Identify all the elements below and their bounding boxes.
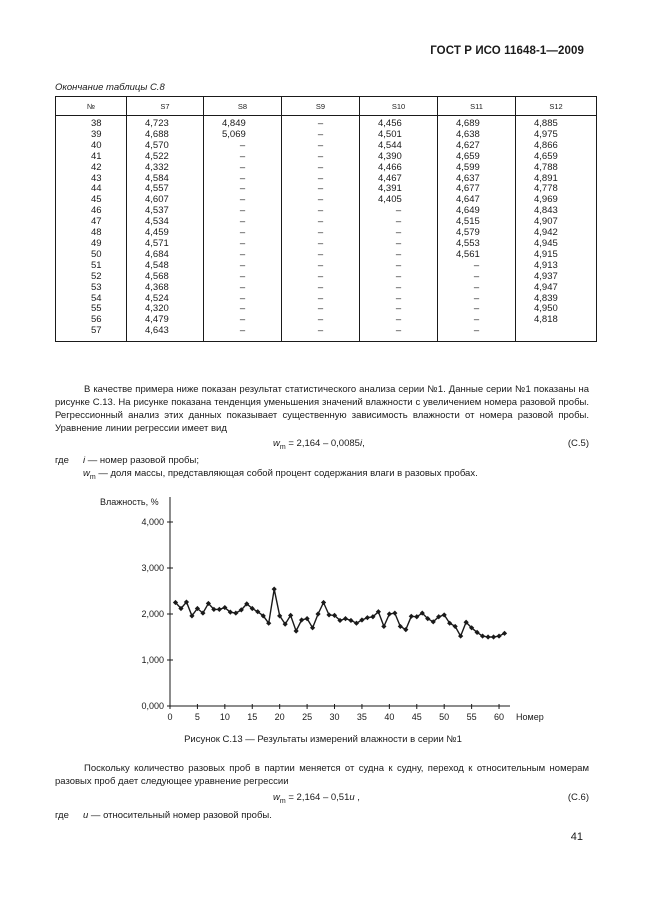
- table-cell: 42: [56, 163, 127, 174]
- table-cell: –: [282, 163, 360, 174]
- table-cell: 51: [56, 261, 127, 272]
- x-tick-label: 15: [247, 712, 258, 722]
- table-cell: 4,788: [516, 163, 597, 174]
- paragraph-relative-numbers: Поскольку количество разовых проб в партии меняется от судна к судну, переход к относительным номерам разовых проб дает следующее уравнение регрессии: [55, 763, 589, 787]
- table-cell: –: [204, 272, 282, 283]
- table-row: [56, 283, 597, 294]
- table-cell: 44: [56, 184, 127, 195]
- x-tick-label: 0: [167, 712, 173, 722]
- formula-sub: m: [279, 443, 286, 451]
- where-text-i: — номер разовой пробы;: [85, 455, 199, 466]
- table-cell: 46: [56, 206, 127, 217]
- table-cell: 49: [56, 239, 127, 250]
- data-point: [491, 634, 496, 639]
- table-cell: –: [360, 228, 438, 239]
- table-cell: 57: [56, 326, 127, 341]
- table-cell: 39: [56, 130, 127, 141]
- table-cell: 4,969: [516, 195, 597, 206]
- table-cell: –: [360, 217, 438, 228]
- table-row: [56, 250, 597, 261]
- table-cell: 4,524: [127, 294, 204, 305]
- table-cell: 4,548: [127, 261, 204, 272]
- table-cell: –: [438, 326, 516, 341]
- table-cell: 4,544: [360, 141, 438, 152]
- data-point: [217, 607, 222, 612]
- table-row: [56, 217, 597, 228]
- table-cell: 4,584: [127, 174, 204, 185]
- table-cell: –: [360, 304, 438, 315]
- paragraph-analysis: В качестве примера ниже показан результат статистического анализа серии №1. Данные серии №1 показаны на рисунке С.13. На рисунке показана тенденция уменьшения значений влажности с увеличением номера разовой пробы. Регрессионный анализ этих данных показывает существенную зависимость влажности от номера разовой пробы. Уравнение линии регрессии имеет вид: [55, 384, 589, 434]
- table-cell: 55: [56, 304, 127, 315]
- table-cell: –: [282, 261, 360, 272]
- table-cell: –: [360, 326, 438, 341]
- table-cell: –: [438, 304, 516, 315]
- where-line-3: [55, 809, 272, 822]
- table-cell: 5,069: [204, 130, 282, 141]
- where-text-w: — доля массы, представляющая собой процент содержания влаги в разовых пробах.: [95, 468, 478, 479]
- table-cell: 53: [56, 283, 127, 294]
- table-cell: –: [282, 174, 360, 185]
- y-axis-label: Влажность, %: [100, 497, 159, 507]
- table-cell: 38: [56, 116, 127, 130]
- column-header: S12: [516, 97, 597, 116]
- table-cell: –: [282, 326, 360, 341]
- data-point: [326, 612, 331, 617]
- y-tick-label: 4,000: [141, 517, 164, 527]
- table-cell: 4,607: [127, 195, 204, 206]
- formula-c5-expression: [273, 438, 365, 451]
- where-symbol-u: u: [83, 810, 89, 821]
- table-cell: –: [204, 163, 282, 174]
- table-cell: –: [204, 283, 282, 294]
- table-cell: 4,579: [438, 228, 516, 239]
- table-cell: 41: [56, 152, 127, 163]
- table-cell: –: [204, 304, 282, 315]
- table-cell: 4,368: [127, 283, 204, 294]
- column-header: S8: [204, 97, 282, 116]
- table-cell: 4,945: [516, 239, 597, 250]
- data-point: [496, 633, 501, 638]
- table-cell: 4,937: [516, 272, 597, 283]
- where-symbol-i: i: [83, 455, 86, 466]
- table-cell: 4,950: [516, 304, 597, 315]
- where-label: где: [55, 455, 69, 466]
- table-cell: –: [204, 261, 282, 272]
- equation-number-c5: (С.5): [567, 438, 589, 449]
- table-cell: –: [204, 152, 282, 163]
- table-cell: 40: [56, 141, 127, 152]
- table-cell: –: [438, 283, 516, 294]
- where-line-2: [83, 467, 478, 484]
- data-point: [321, 600, 326, 605]
- table-cell: –: [204, 174, 282, 185]
- table-caption: Окончание таблицы С.8: [55, 82, 165, 93]
- table-header-row: [56, 97, 597, 116]
- table-cell: –: [282, 304, 360, 315]
- table-cell: 4,915: [516, 250, 597, 261]
- table-row: [56, 239, 597, 250]
- data-point: [387, 611, 392, 616]
- table-cell: 4,537: [127, 206, 204, 217]
- table-cell: –: [282, 195, 360, 206]
- table-cell: –: [282, 152, 360, 163]
- table-cell: 4,456: [360, 116, 438, 130]
- table-cell: –: [360, 315, 438, 326]
- table-row: [56, 174, 597, 185]
- table-cell: –: [282, 315, 360, 326]
- table-cell: –: [360, 206, 438, 217]
- data-point: [365, 615, 370, 620]
- table-cell: 4,467: [360, 174, 438, 185]
- table-cell: 4,522: [127, 152, 204, 163]
- table-cell: 4,689: [438, 116, 516, 130]
- formula2-var: w: [273, 792, 280, 803]
- table-cell: 4,405: [360, 195, 438, 206]
- data-point: [315, 611, 320, 616]
- y-tick-label: 0,000: [141, 701, 164, 711]
- table-cell: 4,627: [438, 141, 516, 152]
- table-cell: 4,643: [127, 326, 204, 341]
- table-row: [56, 206, 597, 217]
- table-cell: 4,638: [438, 130, 516, 141]
- table-cell: –: [438, 294, 516, 305]
- column-header: S7: [127, 97, 204, 116]
- table-cell: –: [360, 272, 438, 283]
- table-cell: 4,975: [516, 130, 597, 141]
- column-header: S10: [360, 97, 438, 116]
- table-cell: 4,839: [516, 294, 597, 305]
- table-cell: –: [282, 184, 360, 195]
- table-row: [56, 195, 597, 206]
- table-cell: –: [282, 283, 360, 294]
- x-axis-label: Номер: [516, 712, 544, 722]
- data-point: [343, 616, 348, 621]
- data-point: [409, 614, 414, 619]
- table-cell: 4,647: [438, 195, 516, 206]
- column-header: №: [56, 97, 127, 116]
- table-cell: –: [360, 294, 438, 305]
- table-cell: –: [282, 272, 360, 283]
- equation-number-c6: (С.6): [567, 792, 589, 803]
- table-cell: 4,534: [127, 217, 204, 228]
- where-label-2: где: [55, 810, 69, 821]
- data-point: [392, 610, 397, 615]
- table-cell: 4,677: [438, 184, 516, 195]
- table-cell: –: [438, 315, 516, 326]
- table-cell: –: [204, 315, 282, 326]
- table-row: [56, 130, 597, 141]
- where-symbol-sub: m: [89, 473, 96, 481]
- x-tick-label: 20: [274, 712, 285, 722]
- table-cell: –: [282, 206, 360, 217]
- formula-tail: i: [359, 438, 363, 449]
- table-cell: 43: [56, 174, 127, 185]
- data-table: [55, 96, 597, 342]
- data-point: [299, 617, 304, 622]
- table-cell: –: [204, 206, 282, 217]
- table-row: [56, 163, 597, 174]
- table-row: [56, 141, 597, 152]
- table-cell: 4,818: [516, 315, 597, 326]
- table-cell: 4,390: [360, 152, 438, 163]
- where-symbol-w: w: [83, 468, 90, 479]
- x-tick-label: 55: [466, 712, 477, 722]
- where-text-u: — относительный номер разовой пробы.: [88, 810, 272, 821]
- formula2-sub: m: [279, 797, 286, 805]
- formula2-end: ,: [354, 792, 360, 803]
- table-cell: –: [360, 261, 438, 272]
- data-point: [348, 618, 353, 623]
- table-cell: –: [282, 217, 360, 228]
- table-row: [56, 315, 597, 326]
- table-cell: 48: [56, 228, 127, 239]
- table-cell: –: [282, 239, 360, 250]
- table-cell: –: [204, 217, 282, 228]
- table-cell: 4,688: [127, 130, 204, 141]
- table-cell: –: [204, 195, 282, 206]
- table-cell: 4,843: [516, 206, 597, 217]
- table-cell: –: [282, 294, 360, 305]
- table-cell: 4,466: [360, 163, 438, 174]
- x-tick-label: 45: [411, 712, 422, 722]
- table-row: [56, 184, 597, 195]
- table-cell: 4,637: [438, 174, 516, 185]
- column-header: S11: [438, 97, 516, 116]
- table-cell: 4,332: [127, 163, 204, 174]
- table-cell: 4,479: [127, 315, 204, 326]
- formula-var: w: [273, 438, 280, 449]
- x-tick-label: 5: [194, 712, 200, 722]
- x-tick-label: 40: [384, 712, 395, 722]
- table-cell: 47: [56, 217, 127, 228]
- table-cell: –: [282, 250, 360, 261]
- formula-c5: [55, 438, 589, 452]
- table-cell: 4,907: [516, 217, 597, 228]
- document-header: ГОСТ Р ИСО 11648-1—2009: [430, 45, 584, 57]
- moisture-chart: [92, 493, 562, 728]
- table-cell: 4,684: [127, 250, 204, 261]
- table-row: [56, 261, 597, 272]
- page-number: 41: [570, 831, 583, 843]
- table-cell: 4,723: [127, 116, 204, 130]
- table-cell: 4,391: [360, 184, 438, 195]
- table-cell: 4,885: [516, 116, 597, 130]
- column-header: S9: [282, 97, 360, 116]
- x-tick-label: 35: [356, 712, 367, 722]
- table-cell: 4,568: [127, 272, 204, 283]
- table-cell: 54: [56, 294, 127, 305]
- table-cell: 4,942: [516, 228, 597, 239]
- table-cell: 4,561: [438, 250, 516, 261]
- figure-caption: Рисунок С.13 — Результаты измерений влажности в серии №1: [184, 734, 462, 745]
- x-tick-label: 25: [302, 712, 313, 722]
- x-tick-label: 30: [329, 712, 340, 722]
- table-cell: –: [438, 272, 516, 283]
- table-cell: 45: [56, 195, 127, 206]
- table-row: [56, 272, 597, 283]
- table-row: [56, 304, 597, 315]
- formula-body: = 2,164 – 0,0085: [285, 438, 360, 449]
- table-cell: –: [204, 141, 282, 152]
- table-cell: –: [282, 130, 360, 141]
- table-cell: 4,659: [438, 152, 516, 163]
- formula-end: ,: [362, 438, 365, 449]
- table-cell: 4,849: [204, 116, 282, 130]
- table-cell: 4,659: [516, 152, 597, 163]
- table-row: [56, 326, 597, 341]
- y-tick-label: 2,000: [141, 609, 164, 619]
- table-cell: 4,913: [516, 261, 597, 272]
- x-tick-label: 50: [439, 712, 450, 722]
- table-cell: –: [282, 141, 360, 152]
- table-cell: –: [360, 239, 438, 250]
- table-row: [56, 228, 597, 239]
- table-cell: –: [204, 184, 282, 195]
- table-cell: –: [204, 250, 282, 261]
- data-point: [272, 587, 277, 592]
- table-cell: 56: [56, 315, 127, 326]
- table-cell: –: [360, 283, 438, 294]
- table-cell: 4,501: [360, 130, 438, 141]
- table-cell: 4,320: [127, 304, 204, 315]
- formula2-body: = 2,164 – 0,51: [285, 792, 350, 803]
- formula-c6-expression: [273, 792, 360, 805]
- table-cell: 4,599: [438, 163, 516, 174]
- table-cell: 4,553: [438, 239, 516, 250]
- table-cell: –: [282, 228, 360, 239]
- where-line-1: [55, 454, 199, 467]
- x-tick-label: 60: [494, 712, 505, 722]
- table-cell: 4,866: [516, 141, 597, 152]
- table-cell: 4,459: [127, 228, 204, 239]
- y-tick-label: 1,000: [141, 655, 164, 665]
- table-cell: 4,649: [438, 206, 516, 217]
- table-cell: 52: [56, 272, 127, 283]
- table-body: [56, 116, 597, 342]
- table-cell: 4,778: [516, 184, 597, 195]
- formula-c6: [55, 792, 589, 806]
- data-point: [502, 631, 507, 636]
- table-cell: –: [204, 294, 282, 305]
- series-line: [176, 589, 505, 637]
- table-cell: 4,557: [127, 184, 204, 195]
- table-cell: 4,947: [516, 283, 597, 294]
- table-cell: –: [204, 228, 282, 239]
- table-cell: –: [360, 250, 438, 261]
- table-cell: 4,515: [438, 217, 516, 228]
- table-cell: –: [204, 239, 282, 250]
- table-cell: –: [438, 261, 516, 272]
- x-tick-label: 10: [219, 712, 230, 722]
- formula2-tail: u: [349, 792, 355, 803]
- data-point: [381, 624, 386, 629]
- table-row: [56, 116, 597, 130]
- table-cell: –: [282, 116, 360, 130]
- table-cell: 4,571: [127, 239, 204, 250]
- y-tick-label: 3,000: [141, 563, 164, 573]
- table-cell: 4,570: [127, 141, 204, 152]
- table-cell: –: [204, 326, 282, 341]
- table-cell: [516, 326, 597, 341]
- table-cell: 4,891: [516, 174, 597, 185]
- table-row: [56, 294, 597, 305]
- table-row: [56, 152, 597, 163]
- table-cell: 50: [56, 250, 127, 261]
- data-point: [485, 634, 490, 639]
- data-point: [294, 628, 299, 633]
